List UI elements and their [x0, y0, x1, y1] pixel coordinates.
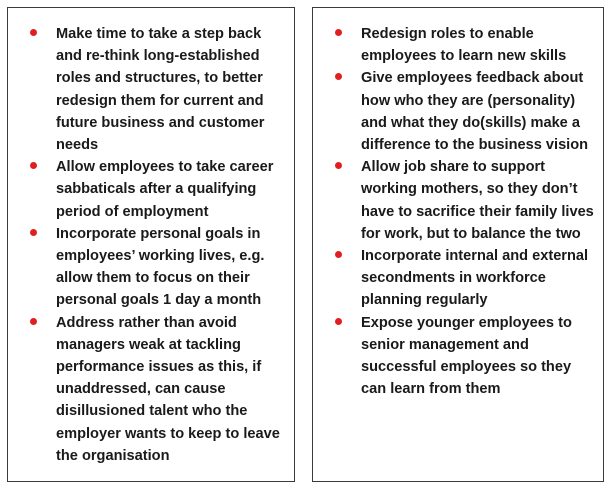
list-item: [30, 223, 288, 312]
list-item-text: Allow job share to support working mothers, so they don’t have to sacrifice their family lives for work, but to balance the two: [361, 159, 594, 242]
list-item-text: Incorporate internal and external secondments in workforce planning regularly: [361, 248, 589, 309]
bullet-dot-icon: [30, 229, 37, 236]
bullet-dot-icon: [335, 251, 342, 258]
list-item: [335, 245, 597, 312]
list-item-text: Redesign roles to enable employees to learn new skills: [361, 26, 567, 65]
bullet-dot-icon: [335, 162, 342, 169]
bullet-dot-icon: [30, 318, 37, 325]
list-item: [30, 23, 288, 156]
right-panel: [312, 7, 604, 482]
left-panel: [7, 7, 295, 482]
list-item: [30, 156, 288, 223]
list-item-text: Address rather than avoid managers weak at tackling performance issues as this, if unaddressed, can cause disillusioned talent who the employer wants to keep to leave the organisation: [56, 314, 280, 464]
bullet-dot-icon: [30, 29, 37, 36]
list-item-text: Allow employees to take career sabbaticals after a qualifying period of employment: [56, 159, 274, 220]
bullet-dot-icon: [335, 73, 342, 80]
right-bullet-list: [335, 23, 597, 400]
bullet-dot-icon: [335, 29, 342, 36]
list-item: [335, 156, 597, 245]
bullet-dot-icon: [335, 318, 342, 325]
bullet-dot-icon: [30, 162, 37, 169]
list-item-text: Incorporate personal goals in employees’ working lives, e.g. allow them to focus on their personal goals 1 day a month: [56, 225, 265, 309]
list-item: [335, 312, 597, 401]
list-item: [335, 23, 597, 67]
list-item-text: Make time to take a step back and re-think long-established roles and structures, to better redesign them for current and future business and customer needs: [56, 26, 265, 154]
list-item: [30, 312, 288, 467]
list-item-text: Expose younger employees to senior management and successful employees so they can learn from them: [361, 314, 572, 398]
list-item: [335, 67, 597, 156]
left-bullet-list: [30, 23, 288, 467]
list-item-text: Give employees feedback about how who they are (personality) and what they do(skills) make a difference to the business vision: [361, 70, 589, 154]
